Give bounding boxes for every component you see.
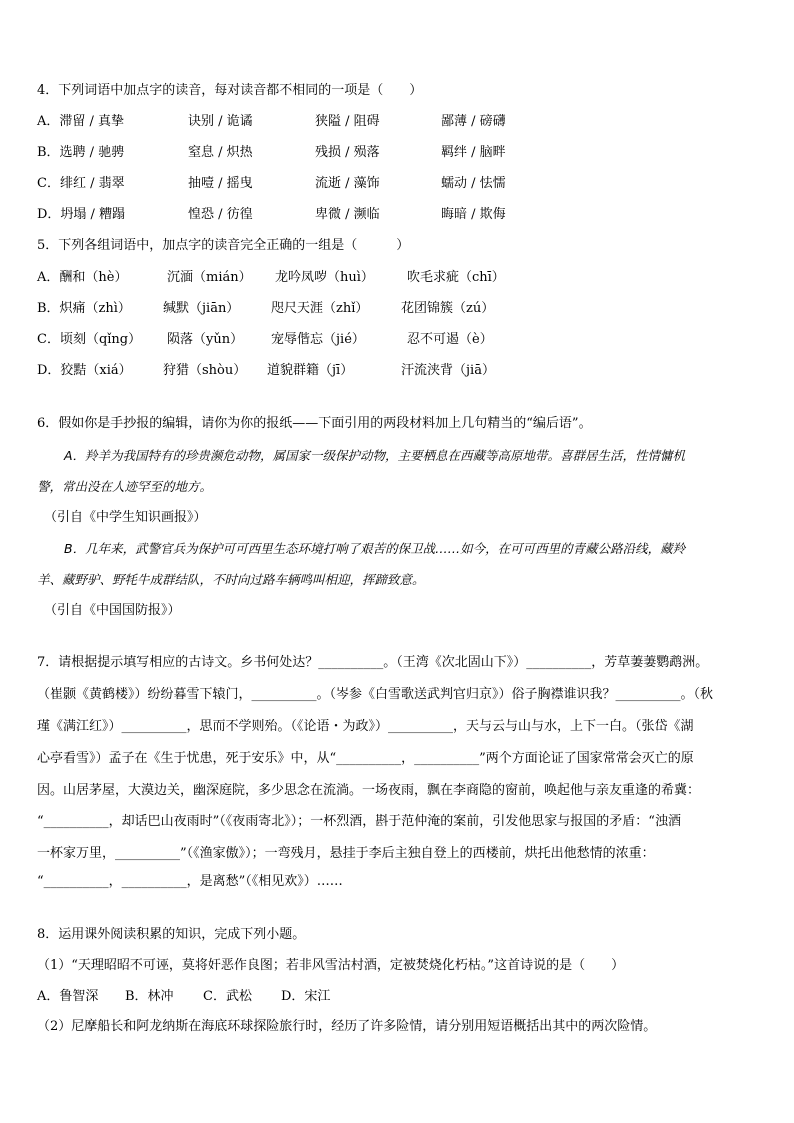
q4-a-col1: A．滞留 / 真挚 bbox=[37, 114, 125, 129]
q6-material-a-line2: 警，常出没在人迹罕至的地方。 bbox=[37, 479, 213, 494]
q7-line-6: “__________，却话巴山夜雨时”（《夜雨寄北》）；一杯烈酒，斟于范仲淹的案前，引发他思家与报国的矛盾：“浊酒 bbox=[37, 814, 681, 829]
q5-c-col1: C．顷刻（qǐng） bbox=[37, 332, 142, 347]
q4-d-col1: D．坍塌 / 糟蹋 bbox=[37, 207, 126, 222]
q4-c-col2: 抽噎 / 摇曳 bbox=[188, 176, 253, 191]
q7-line-5: 因。山居茅屋，大漠边关，幽深庭院，多少思念在流淌。一场夜雨，飘在李商隐的窗前，唤起他与亲友重逢的希冀： bbox=[37, 783, 701, 798]
q5-a-col2: 沉湎（mián） bbox=[167, 270, 252, 285]
q7-line-1: 7．请根据提示填写相应的古诗文。乡书何处达？__________。（王湾《次北固山下》）__________，芳草萋萋鹦鹉洲。 bbox=[37, 655, 709, 670]
q5-d-col4: 汗流浃背（jiā） bbox=[401, 363, 495, 378]
q8-option-d: D．宋江 bbox=[281, 989, 331, 1004]
q4-a-col3: 狭隘 / 阻碍 bbox=[315, 114, 380, 129]
q6-title: 6．假如你是手抄报的编辑，请你为你的报纸——下面引用的两段材料加上几句精当的“编后语”。 bbox=[37, 416, 592, 431]
q5-c-col3: 宠辱偕忘（jié） bbox=[271, 332, 365, 347]
q5-d-col1: D．狡黠（xiá） bbox=[37, 363, 132, 378]
q8-sub2: （2）尼摩船长和阿龙纳斯在海底环球探险旅行时，经历了许多险情，请分别用短语概括出其中的两次险情。 bbox=[37, 1019, 657, 1034]
q8-title: 8．运用课外阅读积累的知识，完成下列小题。 bbox=[37, 927, 306, 942]
q5-b-col2: 缄默（jiān） bbox=[163, 301, 240, 316]
q5-b-col1: B．炽痛（zhì） bbox=[37, 301, 131, 316]
q4-b-col4: 羁绊 / 脑畔 bbox=[441, 145, 506, 160]
q5-d-col3: 道貌群籍（jī） bbox=[267, 363, 354, 378]
q5-c-col2: 陨落（yǔn） bbox=[167, 332, 244, 347]
q7-line-3: 瑾《满江红》）__________，思而不学则殆。（《论语・为政》）__________，天与云与山与水，上下一白。（张岱《湖 bbox=[37, 719, 694, 734]
q4-a-col2: 诀别 / 诡谲 bbox=[188, 114, 253, 129]
q6-source-b: （引自《中国国防报》） bbox=[44, 603, 181, 618]
q7-line-4: 心亭看雪》）孟子在《生于忧患，死于安乐》中，从“__________，__________”两个方面论证了国家常常会灭亡的原 bbox=[37, 751, 694, 766]
q4-title: 4．下列词语中加点字的读音，每对读音都不相同的一项是（ ） bbox=[37, 83, 423, 98]
q6-source-a: （引自《中学生知识画报》） bbox=[44, 510, 207, 525]
q7-line-7: 一杯家万里，__________”（《渔家傲》）；一弯残月，悬挂于李后主独自登上的西楼前，烘托出他愁情的浓重： bbox=[37, 846, 655, 861]
q4-d-col4: 晦暗 / 欺侮 bbox=[441, 207, 506, 222]
q8-option-c: C．武松 bbox=[203, 989, 252, 1004]
q7-line-2: （崔颢《黄鹤楼》）纷纷暮雪下辕门，__________。（岑参《白雪歌送武判官归京》）俗子胸襟谁识我？__________。（秋 bbox=[37, 687, 714, 702]
q4-b-col1: B．选聘 / 驰骋 bbox=[37, 145, 125, 160]
q5-c-col4: 忍不可遏（è） bbox=[407, 332, 493, 347]
q5-a-col4: 吹毛求疵（chī） bbox=[407, 270, 505, 285]
q5-title: 5．下列各组词语中，加点字的读音完全正确的一组是（ ） bbox=[37, 238, 410, 253]
q4-d-col3: 卑微 / 濒临 bbox=[315, 207, 380, 222]
q6-material-a-line1: A．羚羊为我国特有的珍贵濒危动物，属国家一级保护动物，主要栖息在西藏等高原地带。喜群居生活，性情慵机 bbox=[64, 448, 686, 463]
q4-a-col4: 鄙薄 / 磅礴 bbox=[441, 114, 506, 129]
q8-option-b: B．林冲 bbox=[125, 989, 174, 1004]
q4-b-col2: 窒息 / 炽热 bbox=[188, 145, 253, 160]
q5-d-col2: 狩猎（shòu） bbox=[163, 363, 247, 378]
q5-a-col3: 龙吟凤哕（huì） bbox=[275, 270, 374, 285]
q5-b-col3: 咫尺天涯（zhǐ） bbox=[271, 301, 369, 316]
q7-line-8: “__________，__________，是离愁”（《相见欢》）…… bbox=[37, 874, 343, 889]
q6-material-b-line2: 羊、藏野驴、野牦牛成群结队，不时向过路车辆鸣叫相迎，挥蹄致意。 bbox=[37, 572, 425, 587]
q5-b-col4: 花团锦簇（zú） bbox=[401, 301, 495, 316]
q8-sub1: （1）“天理昭昭不可诬，莫将奸恶作良图；若非风雪沽村酒，定被焚烧化朽枯。”这首诗说的是（ ） bbox=[37, 958, 625, 973]
q4-c-col1: C．绯红 / 翡翠 bbox=[37, 176, 125, 191]
q4-d-col2: 惶恐 / 彷徨 bbox=[188, 207, 253, 222]
q5-a-col1: A．酬和（hè） bbox=[37, 270, 128, 285]
q6-material-b-line1: B．几年来，武警官兵为保护可可西里生态环境打响了艰苦的保卫战……如今，在可可西里的青藏公路沿线，藏羚 bbox=[64, 541, 686, 556]
q4-b-col3: 残损 / 殒落 bbox=[315, 145, 380, 160]
q4-c-col4: 蠕动 / 怯懦 bbox=[441, 176, 506, 191]
q8-option-a: A．鲁智深 bbox=[37, 989, 99, 1004]
q4-c-col3: 流逝 / 藻饰 bbox=[315, 176, 380, 191]
